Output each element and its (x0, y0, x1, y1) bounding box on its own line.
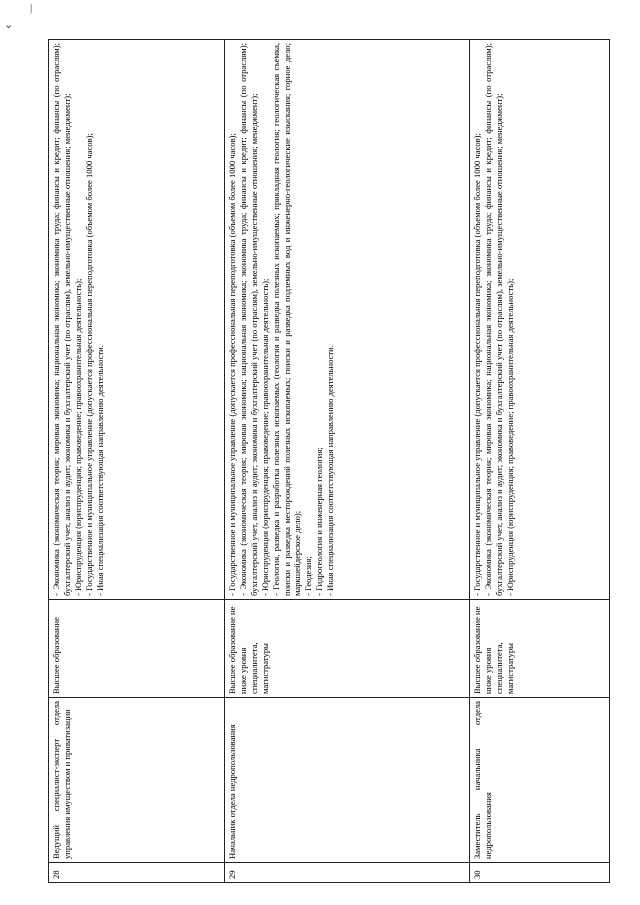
education-requirement: Высшее образование не ниже уровня специалитета, магистратуры (470, 600, 610, 698)
row-number: 29 (225, 863, 470, 883)
specialty-item: - Государственное и муниципальное управление (допускается профессиональная переподготовка (объемом более 1000 часов); (472, 133, 482, 596)
specialty-item: - Геодезия; (303, 556, 314, 596)
specialty-list (470, 40, 610, 600)
specialty-item: - Юриспруденция (юриспруденция; правоведение; правоохранительная деятельность); (504, 278, 515, 596)
specialty-item: - Геология, разведка и разработка полезных ископаемых (геология и разведка полезных ископаемых; прикладная геология; геологическая съемка, поиски и разведка месторождений полезных ископаемых; поиски и разведка подземных вод и инженерно-геологические изыскания; горное дело; маркшейдерское дело); (270, 43, 303, 596)
specialty-list (49, 40, 225, 600)
specialty-item: - Иная специализация соответствующая направлению деятельности. (325, 345, 336, 596)
specialty-list (225, 40, 470, 600)
specialty-item: - Экономика (экономическая теория; мировая экономика; национальная экономика; экономика труда; финансы и кредит; финансы (по отраслям); бухгалтерский учет, анализ и аудит; экономика и бухгалтерский учет (по отраслям), земельно-имущественные отношения; менеджмент); (237, 43, 259, 596)
table-row (470, 40, 610, 883)
table-row (225, 40, 470, 883)
position-title: Заместитель начальника отдела недропользования (470, 698, 610, 863)
corner-mark-top: | (30, 2, 33, 14)
specialty-item: - Иная специализация соответствующая направлению деятельности. (94, 345, 105, 596)
corner-mark: ⌄ (4, 19, 14, 31)
position-title: Начальник отдела недропользования (225, 698, 470, 863)
row-number: 30 (470, 863, 610, 883)
education-requirement: Высшее образование (49, 600, 225, 698)
specialty-item: - Юриспруденция (юриспруденция; правоведение; правоохранительная деятельность); (72, 278, 83, 596)
specialty-item: - Экономика (экономическая теория; мировая экономика; национальная экономика; экономика труда; финансы и кредит; финансы (по отраслям); бухгалтерский учет, анализ и аудит; экономика и бухгалтерский учет (по отраслям), земельно-имущественные отношения; менеджмент); (482, 43, 504, 596)
specialty-item: - Государственное и муниципальное управление (допускается профессиональная переподготовка (объемом более 1000 часов); (227, 133, 237, 596)
specialty-item: - Экономика (экономическая теория; мировая экономика; национальная экономика; экономика труда; финансы и кредит; финансы (по отраслям); бухгалтерский учет, анализ и аудит; экономика и бухгалтерский учет (по отраслям), земельно-имущественные отношения; менеджмент); (51, 43, 72, 596)
positions-table (48, 39, 610, 883)
position-title: Ведущий специалист-эксперт отдела управления имуществом и приватизации (49, 698, 225, 863)
specialty-item: - Государственное и муниципальное управление (допускается профессиональная переподготовка (объемом более 1000 часов); (83, 133, 94, 596)
table-row (49, 40, 225, 883)
row-number: 28 (49, 863, 225, 883)
education-requirement: Высшее образование не ниже уровня специалитета, магистратуры (225, 600, 470, 698)
specialty-item: - Юриспруденция (юриспруденция; правоведение; правоохранительная деятельность); (259, 278, 270, 596)
specialty-item: - Гидрогеология и инженерная геология; (314, 447, 325, 596)
